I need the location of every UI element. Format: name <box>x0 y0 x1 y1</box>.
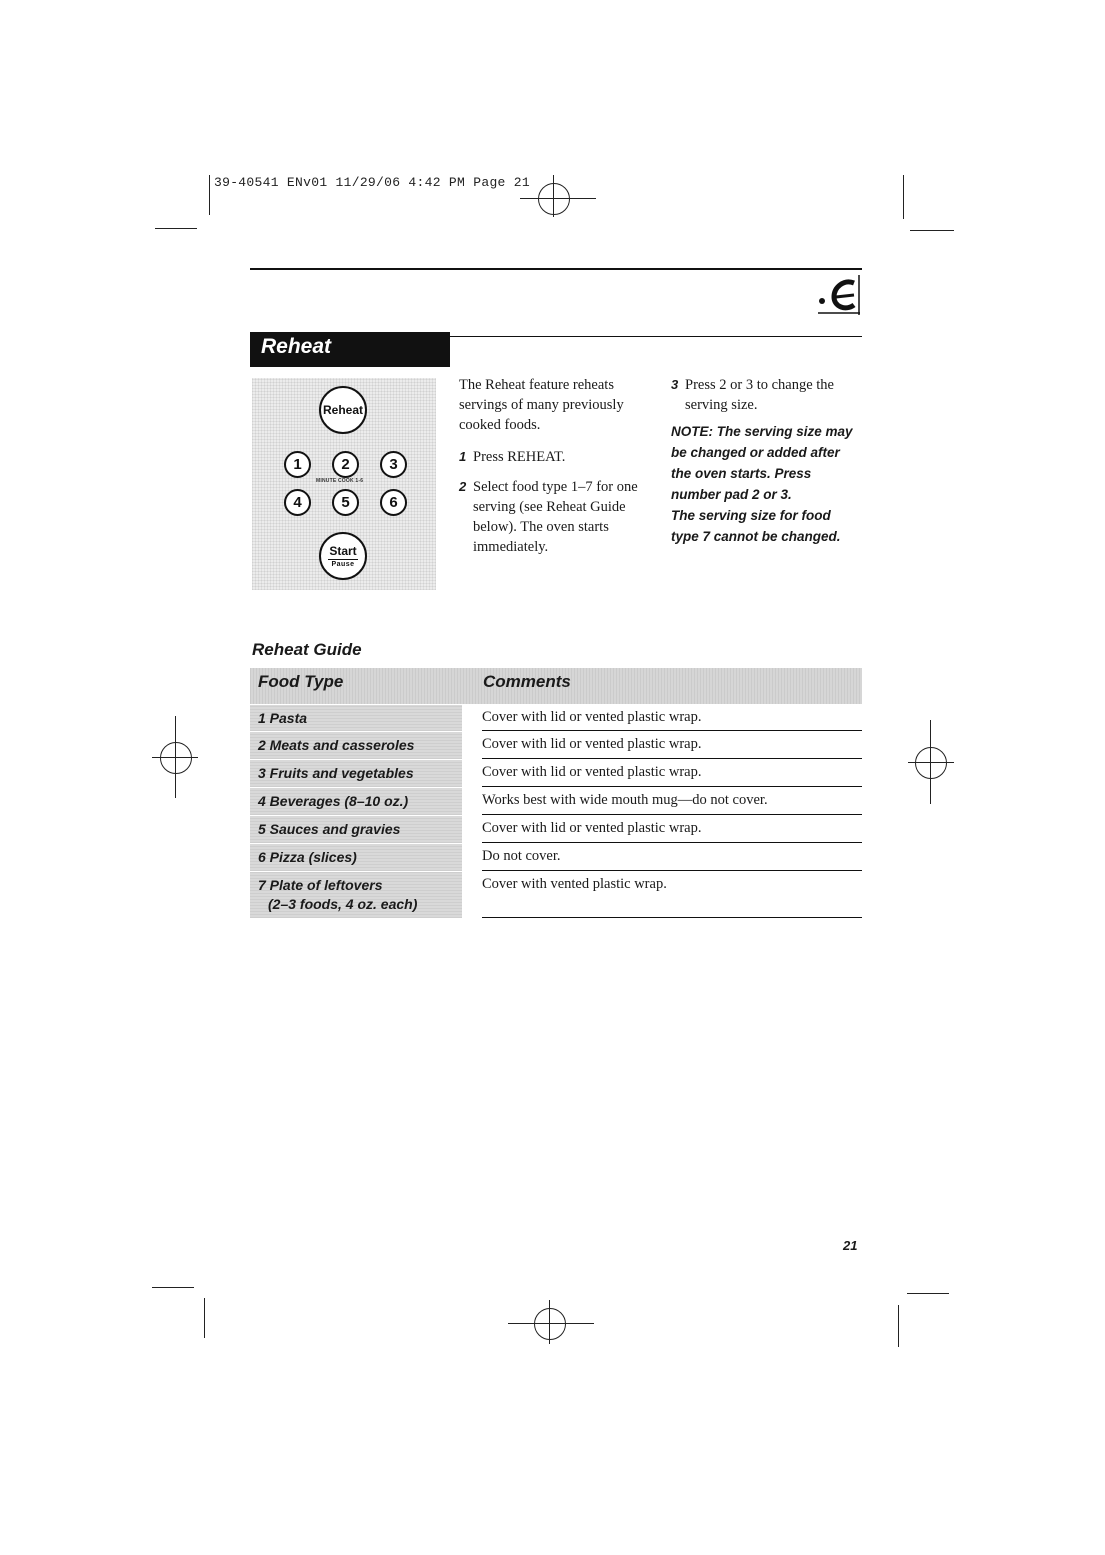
number-key-label: 1 <box>293 456 302 473</box>
crop-mark <box>152 1287 194 1288</box>
right-column <box>671 375 861 547</box>
number-key-label: 6 <box>389 494 398 511</box>
crop-mark <box>903 175 904 219</box>
step-number: 1 <box>459 449 467 464</box>
section-badge-icon <box>818 275 860 315</box>
reheat-guide-table <box>250 668 862 918</box>
number-key-label: 5 <box>341 494 350 511</box>
comment-cell: Cover with vented plastic wrap. <box>482 871 862 918</box>
comment-cell: Cover with lid or vented plastic wrap. <box>482 815 862 843</box>
crop-mark <box>204 1298 205 1338</box>
reheat-key <box>319 386 367 434</box>
start-key-label: Start <box>329 544 357 558</box>
table-row <box>250 815 862 843</box>
food-type-cell: 1 Pasta <box>250 704 462 731</box>
step-number: 2 <box>459 479 467 494</box>
crop-mark <box>209 175 210 215</box>
top-rule <box>250 268 862 270</box>
reheat-key-label: Reheat <box>322 403 363 417</box>
step-number: 3 <box>671 377 679 392</box>
registration-mark <box>538 183 570 215</box>
registration-mark <box>160 742 192 774</box>
intro-column <box>459 375 654 557</box>
registration-mark <box>534 1308 566 1340</box>
minute-cook-label: MINUTE COOK 1-6 <box>316 478 364 484</box>
header-comments: Comments <box>483 672 571 691</box>
comment-cell: Cover with lid or vented plastic wrap. <box>482 704 862 731</box>
food-type-cell: 4 Beverages (8–10 oz.) <box>250 787 462 815</box>
comment-cell: Cover with lid or vented plastic wrap. <box>482 759 862 787</box>
page-number: 21 <box>843 1238 858 1253</box>
section-title: Reheat <box>261 335 332 358</box>
table-header <box>250 668 862 704</box>
table-row <box>250 787 862 815</box>
number-key-label: 2 <box>341 456 350 473</box>
step-text: Press REHEAT. <box>473 449 566 465</box>
crop-mark <box>155 228 197 229</box>
table-row <box>250 759 862 787</box>
pause-key-label: Pause <box>331 561 355 568</box>
start-pause-key <box>319 532 367 580</box>
registration-mark <box>915 747 947 779</box>
number-key-2 <box>332 451 359 478</box>
guide-title: Reheat Guide <box>252 640 362 659</box>
number-key-3 <box>380 451 407 478</box>
print-slug: 39-40541 ENv01 11/29/06 4:42 PM Page 21 <box>214 175 530 190</box>
comment-cell: Works best with wide mouth mug—do not cover. <box>482 787 862 815</box>
crop-mark <box>898 1305 899 1347</box>
header-food-type: Food Type <box>258 672 344 691</box>
step-text: Select food type 1–7 for one serving (see Reheat Guide below). The oven starts immediately. <box>473 479 638 555</box>
step-3 <box>671 375 861 415</box>
food-type-line-2: (2–3 foods, 4 oz. each) <box>268 896 418 912</box>
step-1 <box>459 447 654 467</box>
step-2 <box>459 477 654 557</box>
table-row <box>250 704 862 731</box>
food-type-cell <box>250 871 462 918</box>
number-key-1 <box>284 451 311 478</box>
note-text: NOTE: The serving size may be changed or added after the oven starts. Press number pad 2 or 3. <box>671 424 853 502</box>
number-key-4 <box>284 489 311 516</box>
crop-mark <box>910 230 954 231</box>
section-header <box>250 332 450 367</box>
key-divider <box>328 559 358 560</box>
food-type-cell: 5 Sauces and gravies <box>250 815 462 843</box>
step-text: Press 2 or 3 to change the serving size. <box>685 377 834 413</box>
control-panel-illustration <box>252 378 436 590</box>
food-type-cell: 6 Pizza (slices) <box>250 843 462 871</box>
table-row <box>250 871 862 918</box>
note-text-2: The serving size for food type 7 cannot be changed. <box>671 508 841 544</box>
comment-cell: Cover with lid or vented plastic wrap. <box>482 731 862 759</box>
food-type-line-1: 7 Plate of leftovers <box>258 877 383 893</box>
number-key-label: 4 <box>293 494 302 511</box>
intro-text: The Reheat feature reheats servings of many previously cooked foods. <box>459 377 624 433</box>
number-key-6 <box>380 489 407 516</box>
comment-cell: Do not cover. <box>482 843 862 871</box>
table-row <box>250 731 862 759</box>
food-type-cell: 3 Fruits and vegetables <box>250 759 462 787</box>
food-type-cell: 2 Meats and casseroles <box>250 731 462 759</box>
number-key-5 <box>332 489 359 516</box>
number-key-label: 3 <box>389 456 398 473</box>
crop-mark <box>907 1293 949 1294</box>
header-rule <box>450 336 862 337</box>
table-row <box>250 843 862 871</box>
